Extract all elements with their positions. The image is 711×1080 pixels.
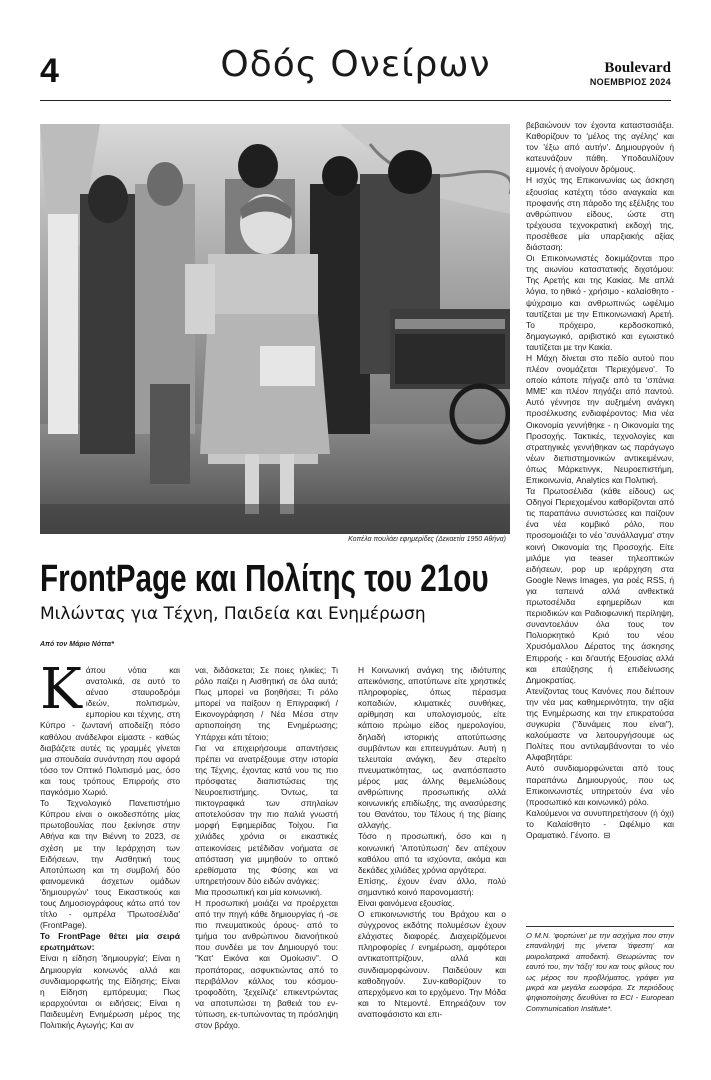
article-column-3 xyxy=(358,665,506,1020)
paragraph: ναι, διδάσκεται; Σε ποιες ηλικίες; Τι ρόλο παίζει η Αισθητική σε όλα αυτά; Πως μπορεί να βοηθήσει; Τι ρόλο μπορεί να παίξουν η Επιγραφική / Εικονογράφηση / Νέα Μέσα στην αρτιοποίηση της Ενημέρωσης; Υπάρχει κάτι τέτοιο; xyxy=(195,665,338,742)
paragraph: βεβαιώνουν τον έχοντα καταστασιάξει. Καθορίζουν το 'μέλος της αγέλης' και τον 'έξω από αυτήν'. Δημιουργούν ή κατευνάζουν πάθη. Υποδαυλίζουν εμμονές ή ανοίγουν δρόμους. xyxy=(526,120,674,175)
paragraph: Είναι η είδηση 'δημιουργία'; Είναι η Δημιουργία κοινωνός αλλά και συνδιαμορφωτής της Είδησης; Είναι η Είδηση εμπόρευμα; Πως ιεραρχούνται οι ειδήσεις; Είναι η Παιδευμένη Ενημέρωση μέρος της Πολιτικής Αγωγής; Και αν xyxy=(40,953,180,1030)
paragraph: Η ισχύς της Επικοινωνίας ως άσκηση εξουσίας κατέχτη τόσο αναγκαία και προφανής στη πάροδο της εξέλιξης του ανθρώπινου είδους, ώστε στη τρέχουσα τεχνοκρατική εκδοχή της, προσέθεσε μία υπαρξιακής αξίας διάσταση: xyxy=(526,175,674,253)
publication-brand xyxy=(590,60,671,87)
article-column-2 xyxy=(195,665,338,1031)
paragraph: Είναι φαινόμενα εξουσίας. xyxy=(358,897,455,908)
paragraph-text: άπου νότια και ανατολικά, σε αυτό το αέναο σταυροδρόμι ιδεών, πολιτισμών, εμπορίου και τέχνης, στη Κύπρο - ζωντανή αποδείξη πόσο καθόλου ανάδελφοι είμαστε - καθώς διαβάζετε αυτές τις γραμμές γίνεται μια σπουδαία συνάντηση που αφορά τόσο τον Οπτικό Πολιτισμό μας, όσο και τους τρόπους Επιρροής στο παγκόσμιο Χωριό. xyxy=(40,665,180,798)
paragraph xyxy=(526,808,674,841)
paragraph: Το Τεχνολογικό Πανεπιστήμιο Κύπρου είναι ο οικοδεσπότης μίας πρωτοβουλίας που ξεκίνησε στην Αθήνα και την Βιέννη το 2023, σε σχέση με την Ιεράρχηση των Ειδήσεων, την Αισθητική τους Αποτύπωση και τη συμβολή δύο φαινομενικά άσχετων ομάδων 'δημιουργών' τους Εικαστικούς και τους Δημοσιογράφους κάτω από τον τίτλο - ομπρέλα 'Πρωτοσέλιδα' (FrontPage). xyxy=(40,798,180,931)
article-column-1 xyxy=(40,657,180,1031)
paragraph xyxy=(40,657,180,798)
paragraph: Για να επιχειρήσουμε απαντήσεις πρέπει να ανατρέξουμε στην ιστορία της Τέχνης, έχοντας κατά νου τις πιο πρόσφατες διαπιστώσεις της Νευροεπιστήμης. Όντως, τα πικτογραφικά των σπηλαίων αποτελούσαν την πιο παλιά γνωστή μορφή Εφημερίδας Τοίχου. Για χιλιάδες χρόνια οι εικαστικές απεικονίσεις μετέδιδαν νοήματα σε απόσταση για μιμηθούν το οπτικό ερεθίσματα της Φύσης και να υπηρετήσουν δύο ειδών ανάγκες: xyxy=(195,742,338,886)
paragraph: Ατενίζοντας τους Κανόνες που διέπουν την νέα μας καθημερινότητα, την αξία της Ενημέρωσης και την επικρατούσα συγκυρία ("δυνάμεις που είναι"), καλούμαστε να λειτουργήσουμε ως Πολίτες που αντιλαμβάνονται το νέο Αλφαβητάρι: xyxy=(526,685,674,763)
paragraph: Οι Επικοινωνιστές δοκιμάζονται προ της αιωνίου καταστατικής διχοτόμου: Της Αρετής και της Κακίας. Με απλά λόγια, το ηθικό - χρήσιμο - καλαίσθητο - ψύχραιμο και ανθρωπινώς ωφέλιμο ταυτίζεται με την Επικοινωνιακή Αρετή. Το πρόχειρο, κερδοσκοπικό, δημαγωγικό, αριβιστικό και εγωιστικό ταυτίζεται με την Κακία. xyxy=(526,253,674,352)
brand-name: Boulevard xyxy=(604,60,671,76)
page-header xyxy=(0,0,711,100)
issue-date: ΝΟΕΜΒΡΙΟΣ 2024 xyxy=(589,77,671,87)
paragraph: Αυτό συνδιαμορφώνεται από τους παραπάνω Δημιουργούς, που ως Επικοινωνιστές υπηρετούν ένα νέο (προσωπικό και κοινωνικό) ρόλο. xyxy=(526,763,674,807)
article-photo xyxy=(40,124,510,534)
paragraph: Μια προσωπική και μία κοινωνική. xyxy=(195,886,323,897)
paragraph: Ο επικοινωνιστής του Βράχου και ο σύγχρονος εκδότης πολυμέσων έχουν ελάχιστες διαφορές. Διαχειρίζόμενοι πληροφορίες / ενημέρωση, αμφότεροι αντικατοπτρίζουν, αλλά και συνδιαμορφώνουν. Παιδεύουν και καθοδηγούν. Συν-καθορίζουν το απερχόμενο και το ερχόμενο. Την Μόδα και το Ντεμοντέ. Επηρεάζουν τον αναποφάσιστο και επι- xyxy=(358,909,506,1019)
paragraph: Επίσης, έχουν έναν άλλο, πολύ σημαντικό κοινό παρονομαστή: xyxy=(358,875,506,897)
article-byline: Από τον Μάριο Νόττα* xyxy=(40,641,114,648)
vintage-street-photo xyxy=(40,124,510,534)
drop-cap: Κ xyxy=(40,657,82,722)
paragraph: Η Κοινωνική ανάγκη της ιδιότυπης απεικόνισης, αποτύπωνε είτε χρηστικές πληροφορίες, όπως πέρασμα κοπαδιών, κλιματικές συνθήκες, αρίθμηση και υπολογισμούς, είτε κάποιο πρώιμο είδος ημερολογίου, δηλαδή ιστορικής αποτύπωσης συμβάντων και επιτευγμάτων. Αυτή η τελευταία ανάγκη, δεν στερείτο πνευματικότητας, ως αναπόσπαστο μέρος μας άλλης θεμελιώδους ανθρώπινης προσωπικής αλλά κοινωνικής επιδίωξης, της ανασύρεσης του Θανάτου, του Τέλους ή της βίαιης αλλαγής. xyxy=(358,665,506,831)
paragraph: Η προσωπική μοιάζει να προέρχεται από την πηγή κάθε δημιουργίας ή -σε πιο πνευματικούς όρους- από το τμήμα του ανθρώπινου διανοήτικού που συνδέει με τον Δημιουργό του: "Κατ' Εικόνα και Ομοίωσιν". Ο προπάτορας, ασφυκτιώντας από το περιβάλλον κάλλος του κόσμου-τροφοδότη, 'ξεχείλιζε' επικεντρώντας να αποτυπώσει τη βαθειά του εν-τύπωση, εκ-τυπώνοντας τη πρόσληψη στον βράχο. xyxy=(195,897,338,1030)
article-column-4 xyxy=(526,120,674,841)
author-note-divider xyxy=(526,926,674,927)
page-number: 4 xyxy=(40,52,59,90)
question-subheading: Το FrontPage θέτει μία σειρά ερωτημάτων: xyxy=(40,931,180,953)
section-title: Οδός Ονείρων xyxy=(220,44,491,85)
end-of-article-icon: ⊟ xyxy=(603,831,611,840)
header-divider xyxy=(40,100,671,101)
paragraph: Τα Πρωτοσέλιδα (κάθε είδους) ως Οδηγοί Περιεχομένου καθορίζονται από τις παραπάνω συνιστώσες και παίζουν ένα νέα κομβικό ρόλο, που προσομοιάζει το νέο 'συνάλλαγμα' στην κοινή Οικονομία της Προσοχής. Είτε μιλάμε για teaser τηλεοπτικών ειδήσεων, pop up ιεράρχηση στα Google News Images, για ροές RSS, ή για ταπεινά αλλά ανθεκτικά πρωτοσέλιδα εφημερίδων και περιοδικών και Ραδιοφωνική περίληψη, συναντοελάυν όλα τους τον Πολιορκητικό Κριό του νέου Χρυσόμαλλου Δέρατος της άσκησης Επιρροής - και δι'αυτής Εξουσίας αλλά και επαύξησης ή επιδείνωσης Δημοκρατίας. xyxy=(526,486,674,685)
closing-text: Καλούμενοι να συνυπηρετήσουν (ή όχι) το Καλαίσθητο - Ωφέλιμο και Οραματικό. Γένοιτο. xyxy=(526,807,674,840)
author-note: Ο Μ.Ν. 'φορτώνει' με την ασχήμια που στην επανάληψή της γίνεται 'άφεστη' και μοιρολατρικά αποδεκτή. Θεωρώντας τον εαυτό του, την 'τάξη' του και τους φίλους του ως μέρος του προβλήματος, γράφει για μικρά και μεγάλα εωσφόρα. Σε περιόδους ψηφιοποίησης διευθύνει το ECI - European Communication Institute*. xyxy=(526,931,674,1013)
paragraph: Η Μάχη δίνεται στο πεδίο αυτού που πλέον ονομάζεται 'Περιεχόμενο'. Το οποίο κάποτε πήγαζε από τα 'σπάνια ΜΜΕ' και πλέον πηγάζει από παντού. Αυτό γέννησε την αυξημένη ανάγκη προσέλκυσης ενδιαφέροντος: Μια νέα Οικονομία γεννήθηκε - η Οικονομία της Προσοχής. Τακτικές, τεχνολογίες και στρατηγικές γεννήθηκαν ως παράγωγο νέων διεπιστημονικών αντικειμένων, όπως Μάρκετινγκ, Νευροεπιστήμη, Επικοινωνία, Analytics και Πολιτική. xyxy=(526,352,674,485)
photo-caption: Κοπέλα πουλάει εφημερίδες (Δεκαετία 1950 Αθήνα) xyxy=(348,536,506,543)
article-subheadline: Μιλώντας για Τέχνη, Παιδεία και Ενημέρωση xyxy=(40,604,426,624)
article-headline: FrontPage και Πολίτης του 21ου xyxy=(40,558,489,600)
paragraph: Τόσο η προσωπική, όσο και η κοινωνική 'Αποτύπωση' δεν απέχουν καθόλου από τα ισχύοντα, ακόμα και δεκάδες χιλιάδες χρόνια αργότερα. xyxy=(358,831,506,875)
